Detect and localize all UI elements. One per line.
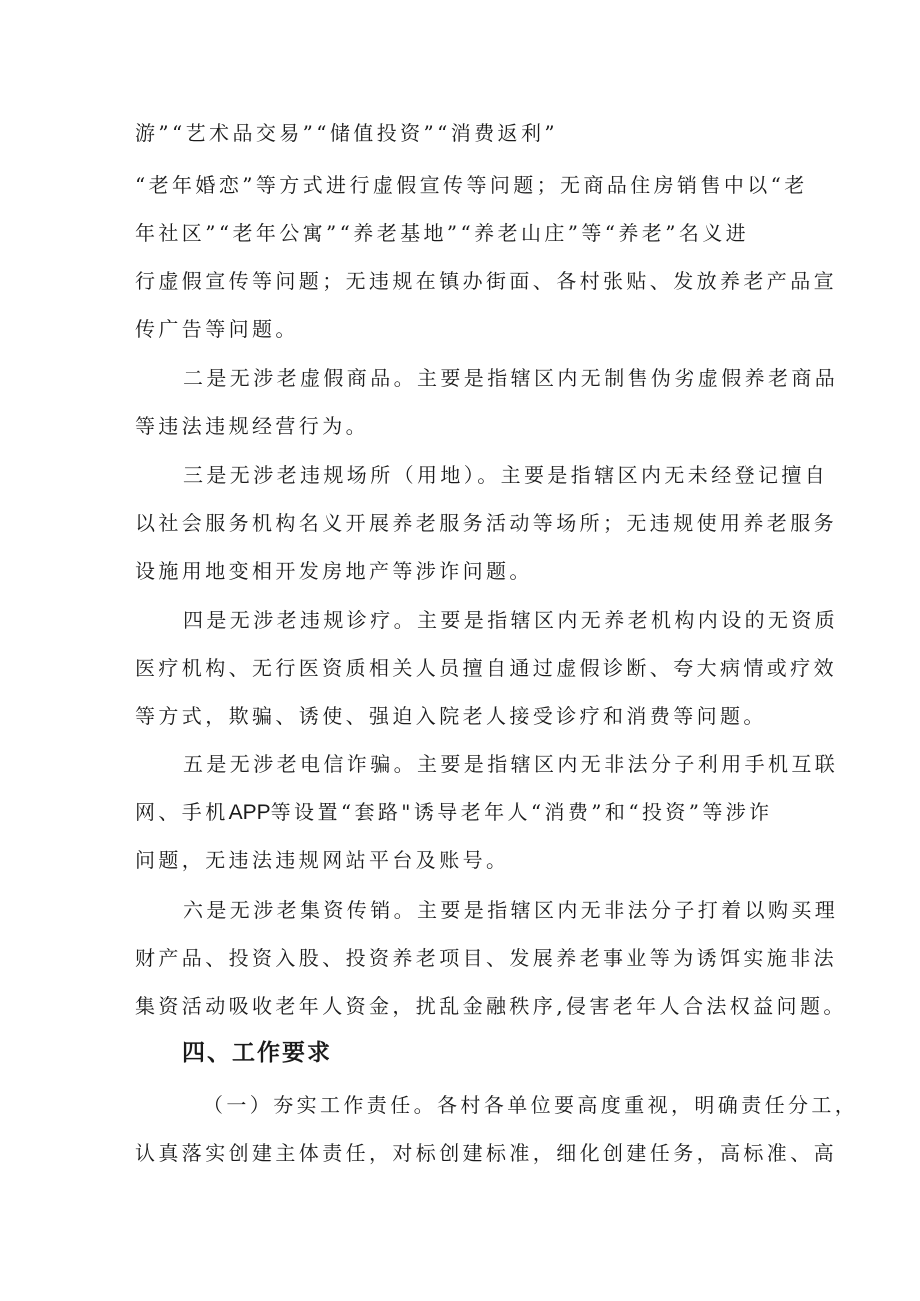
paragraph-first-line: 二是无涉老虚假商品。主要是指辖区内无制售伪劣虚假养老商品 <box>183 366 839 390</box>
text-line: 等违法违规经营行为。 <box>135 414 369 438</box>
text-line: 集资活动吸收老年人资金，扰乱金融秩序,侵害老年人合法权益问题。 <box>135 994 847 1018</box>
text-segment: 网、手机 <box>135 800 229 824</box>
app-term: APP <box>228 801 271 824</box>
text-line: 以社会服务机构名义开展养老服务活动等场所；无违规使用养老服务 <box>135 511 837 535</box>
paragraph-first-line: 四是无涉老违规诊疗。主要是指辖区内无养老机构内设的无资质 <box>183 608 839 632</box>
section-heading: 四、工作要求 <box>182 1040 332 1066</box>
text-line: 游”“艺术品交易”“储值投资”“消费返利” <box>135 121 558 145</box>
text-line: 等方式，欺骗、诱使、强迫入院老人接受诊疗和消费等问题。 <box>135 704 767 728</box>
paragraph-first-line: 六是无涉老集资传销。主要是指辖区内无非法分子打着以购买理 <box>183 898 839 922</box>
paragraph-first-line: 三是无涉老违规场所（用地）。主要是指辖区内无未经登记擅自 <box>183 463 829 487</box>
text-line: 行虚假宣传等问题；无违规在镇办街面、各村张贴、发放养老产品宣 <box>135 269 837 293</box>
text-line: “老年婚恋”等方式进行虚假宣传等问题；无商品住房销售中以“老 <box>135 173 808 197</box>
text-line: 设施用地变相开发房地产等涉诈问题。 <box>135 559 533 583</box>
text-line: 年社区”“老年公寓”“养老基地”“养老山庄”等“养老”名义进 <box>135 221 750 245</box>
text-line: 认真落实创建主体责任，对标创建标准，细化创建任务，高标准、高 <box>135 1141 837 1165</box>
text-line-with-app <box>135 799 795 826</box>
text-line: 医疗机构、无行医资质相关人员擅自通过虚假诊断、夸大病情或疗效 <box>135 656 837 680</box>
text-segment: 等设置“套路"诱导老年人“消费”和“投资”等涉诈 <box>270 800 773 824</box>
paragraph-first-line: 五是无涉老电信诈骗。主要是指辖区内无非法分子利用手机互联 <box>183 752 839 776</box>
text-line: 财产品、投资入股、投资养老项目、发展养老事业等为诱饵实施非法 <box>135 946 837 970</box>
paragraph-first-line: （一）夯实工作责任。各村各单位要高度重视，明确责任分工， <box>203 1093 859 1117</box>
text-line: 问题，无违法违规网站平台及账号。 <box>135 848 510 872</box>
text-line: 传广告等问题。 <box>135 317 299 341</box>
